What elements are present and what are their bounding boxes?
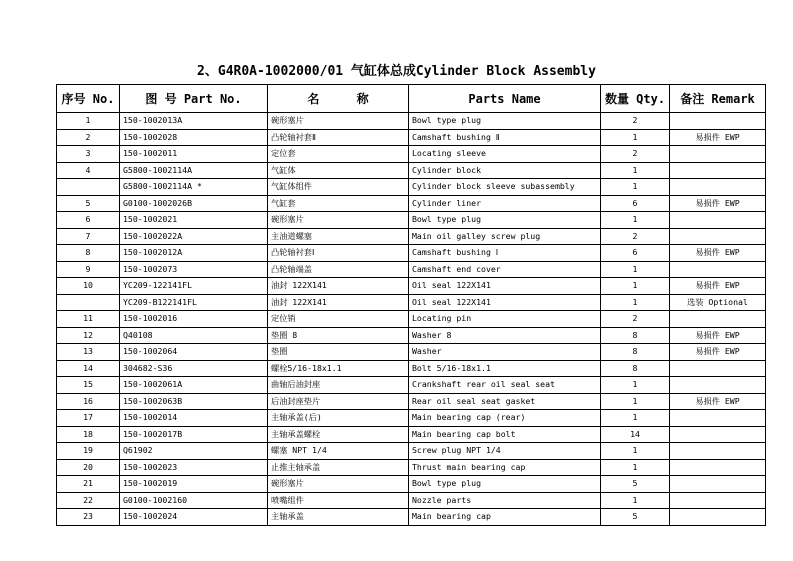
cell-en-name: Oil seal 122X141 [409,278,601,295]
cell-seq: 21 [57,476,120,493]
cell-remark: 易损件 EWP [670,278,766,295]
table-header [57,85,766,113]
cell-en-name: Main bearing cap (rear) [409,410,601,427]
table-row [57,426,766,443]
cell-cn-name: 止推主轴承盖 [268,459,409,476]
cell-remark: 易损件 EWP [670,327,766,344]
table-row [57,278,766,295]
cell-qty: 14 [601,426,670,443]
cell-remark: 易损件 EWP [670,245,766,262]
cell-seq: 13 [57,344,120,361]
header-en-name: Parts Name [409,85,601,113]
cell-remark: 易损件 EWP [670,129,766,146]
cell-seq: 22 [57,492,120,509]
cell-seq: 19 [57,443,120,460]
header-row [57,85,766,113]
cell-en-name: Cylinder liner [409,195,601,212]
cell-en-name: Locating sleeve [409,146,601,163]
cell-seq: 16 [57,393,120,410]
cell-seq: 9 [57,261,120,278]
table-row [57,344,766,361]
cell-seq: 14 [57,360,120,377]
cell-seq: 5 [57,195,120,212]
cell-remark [670,426,766,443]
cell-qty: 1 [601,179,670,196]
cell-qty: 1 [601,393,670,410]
cell-en-name: Main oil galley screw plug [409,228,601,245]
cell-cn-name: 油封 122X141 [268,278,409,295]
cell-seq: 18 [57,426,120,443]
cell-remark [670,179,766,196]
cell-cn-name: 凸轮轴衬套Ⅰ [268,245,409,262]
cell-cn-name: 曲轴后油封座 [268,377,409,394]
cell-qty: 8 [601,360,670,377]
table-row [57,113,766,130]
cell-qty: 1 [601,162,670,179]
cell-part-no: 150-1002063B [120,393,268,410]
cell-cn-name: 主轴承盖螺栓 [268,426,409,443]
cell-remark [670,443,766,460]
table-row [57,162,766,179]
cell-en-name: Camshaft end cover [409,261,601,278]
cell-cn-name: 主油道螺塞 [268,228,409,245]
cell-cn-name: 垫圈 8 [268,327,409,344]
cell-part-no: 150-1002064 [120,344,268,361]
cell-qty: 1 [601,443,670,460]
cell-seq: 20 [57,459,120,476]
cell-cn-name: 凸轮轴端盖 [268,261,409,278]
cell-remark [670,113,766,130]
cell-en-name: Rear oil seal seat gasket [409,393,601,410]
table-row [57,377,766,394]
header-qty: 数量 Qty. [601,85,670,113]
cell-qty: 1 [601,129,670,146]
cell-cn-name: 垫圈 [268,344,409,361]
cell-en-name: Washer [409,344,601,361]
cell-cn-name: 油封 122X141 [268,294,409,311]
table-row [57,476,766,493]
cell-remark [670,212,766,229]
page-title: 2、G4R0A-1002000/01 气缸体总成Cylinder Block Assembly [197,64,596,79]
cell-qty: 1 [601,294,670,311]
cell-part-no: 150-1002017B [120,426,268,443]
cell-en-name: Screw plug NPT 1/4 [409,443,601,460]
cell-seq: 17 [57,410,120,427]
cell-remark: 选装 Optional [670,294,766,311]
table-row [57,294,766,311]
table-row [57,245,766,262]
cell-qty: 6 [601,245,670,262]
cell-qty: 2 [601,113,670,130]
table-row [57,212,766,229]
table-row [57,393,766,410]
cell-cn-name: 气缸体 [268,162,409,179]
cell-qty: 1 [601,261,670,278]
header-cn-name: 名 称 [268,85,409,113]
cell-cn-name: 螺栓5/16-18x1.1 [268,360,409,377]
cell-part-no: 150-1002023 [120,459,268,476]
cell-seq: 11 [57,311,120,328]
table-row [57,261,766,278]
cell-qty: 1 [601,410,670,427]
cell-en-name: Bowl type plug [409,113,601,130]
cell-qty: 5 [601,509,670,526]
cell-remark [670,377,766,394]
cell-cn-name: 凸轮轴衬套Ⅱ [268,129,409,146]
cell-part-no: 150-1002019 [120,476,268,493]
cell-remark [670,459,766,476]
cell-remark [670,311,766,328]
cell-qty: 1 [601,459,670,476]
cell-cn-name: 气缸套 [268,195,409,212]
cell-en-name: Bolt 5/16-18x1.1 [409,360,601,377]
cell-part-no: YC209-122141FL [120,278,268,295]
cell-seq: 4 [57,162,120,179]
cell-cn-name: 主轴承盖 [268,509,409,526]
table-row [57,129,766,146]
table-row [57,360,766,377]
cell-seq: 8 [57,245,120,262]
cell-remark: 易损件 EWP [670,393,766,410]
cell-en-name: Nozzle parts [409,492,601,509]
cell-remark [670,410,766,427]
table-row [57,443,766,460]
table-row [57,179,766,196]
cell-part-no: YC209-B122141FL [120,294,268,311]
cell-qty: 8 [601,344,670,361]
cell-seq: 3 [57,146,120,163]
cell-remark [670,476,766,493]
cell-qty: 8 [601,327,670,344]
cell-remark [670,228,766,245]
cell-en-name: Cylinder block [409,162,601,179]
cell-seq: 12 [57,327,120,344]
cell-remark [670,162,766,179]
cell-en-name: Bowl type plug [409,212,601,229]
cell-seq: 2 [57,129,120,146]
table-row [57,146,766,163]
table-row [57,492,766,509]
cell-part-no: 150-1002021 [120,212,268,229]
cell-qty: 2 [601,146,670,163]
cell-part-no: G0100-1002160 [120,492,268,509]
cell-remark [670,509,766,526]
cell-en-name: Oil seal 122X141 [409,294,601,311]
cell-remark [670,261,766,278]
cell-cn-name: 气缸体组件 [268,179,409,196]
cell-part-no: G0100-1002026B [120,195,268,212]
cell-seq: 23 [57,509,120,526]
cell-part-no: 150-1002073 [120,261,268,278]
cell-en-name: Washer 8 [409,327,601,344]
cell-part-no: 150-1002014 [120,410,268,427]
cell-part-no: 150-1002022A [120,228,268,245]
cell-qty: 6 [601,195,670,212]
cell-seq: 10 [57,278,120,295]
cell-remark [670,492,766,509]
cell-qty: 2 [601,311,670,328]
cell-qty: 1 [601,278,670,295]
cell-cn-name: 后油封座垫片 [268,393,409,410]
cell-cn-name: 碗形塞片 [268,212,409,229]
cell-part-no: 150-1002011 [120,146,268,163]
cell-seq [57,179,120,196]
cell-cn-name: 螺塞 NPT 1/4 [268,443,409,460]
cell-part-no: G5800-1002114A [120,162,268,179]
cell-qty: 1 [601,377,670,394]
cell-en-name: Bowl type plug [409,476,601,493]
cell-part-no: 150-1002028 [120,129,268,146]
table-row [57,228,766,245]
parts-table [56,84,766,526]
cell-qty: 1 [601,212,670,229]
table-row [57,311,766,328]
table-row [57,509,766,526]
cell-en-name: Thrust main bearing cap [409,459,601,476]
cell-remark [670,146,766,163]
table-body [57,113,766,526]
cell-remark: 易损件 EWP [670,344,766,361]
table-row [57,410,766,427]
cell-en-name: Crankshaft rear oil seal seat [409,377,601,394]
cell-seq: 15 [57,377,120,394]
table-row [57,327,766,344]
header-part-no: 图 号 Part No. [120,85,268,113]
cell-part-no: Q61902 [120,443,268,460]
cell-part-no: 150-1002016 [120,311,268,328]
cell-part-no: 304682-S36 [120,360,268,377]
cell-qty: 5 [601,476,670,493]
cell-part-no: 150-1002012A [120,245,268,262]
cell-seq: 6 [57,212,120,229]
table-row [57,459,766,476]
cell-en-name: Main bearing cap bolt [409,426,601,443]
cell-en-name: Cylinder block sleeve subassembly [409,179,601,196]
cell-cn-name: 定位销 [268,311,409,328]
cell-cn-name: 碗形塞片 [268,476,409,493]
cell-seq: 7 [57,228,120,245]
cell-part-no: G5800-1002114A * [120,179,268,196]
cell-remark [670,360,766,377]
cell-en-name: Camshaft bushing Ⅱ [409,129,601,146]
cell-seq [57,294,120,311]
cell-cn-name: 碗形塞片 [268,113,409,130]
cell-qty: 2 [601,228,670,245]
cell-part-no: Q40108 [120,327,268,344]
cell-en-name: Camshaft bushing Ⅰ [409,245,601,262]
cell-cn-name: 主轴承盖(后) [268,410,409,427]
table-row [57,195,766,212]
cell-qty: 1 [601,492,670,509]
cell-en-name: Main bearing cap [409,509,601,526]
cell-cn-name: 喷嘴组件 [268,492,409,509]
cell-part-no: 150-1002024 [120,509,268,526]
cell-en-name: Locating pin [409,311,601,328]
cell-part-no: 150-1002013A [120,113,268,130]
header-seq: 序号 No. [57,85,120,113]
cell-remark: 易损件 EWP [670,195,766,212]
cell-part-no: 150-1002061A [120,377,268,394]
cell-seq: 1 [57,113,120,130]
header-remark: 备注 Remark [670,85,766,113]
cell-cn-name: 定位套 [268,146,409,163]
